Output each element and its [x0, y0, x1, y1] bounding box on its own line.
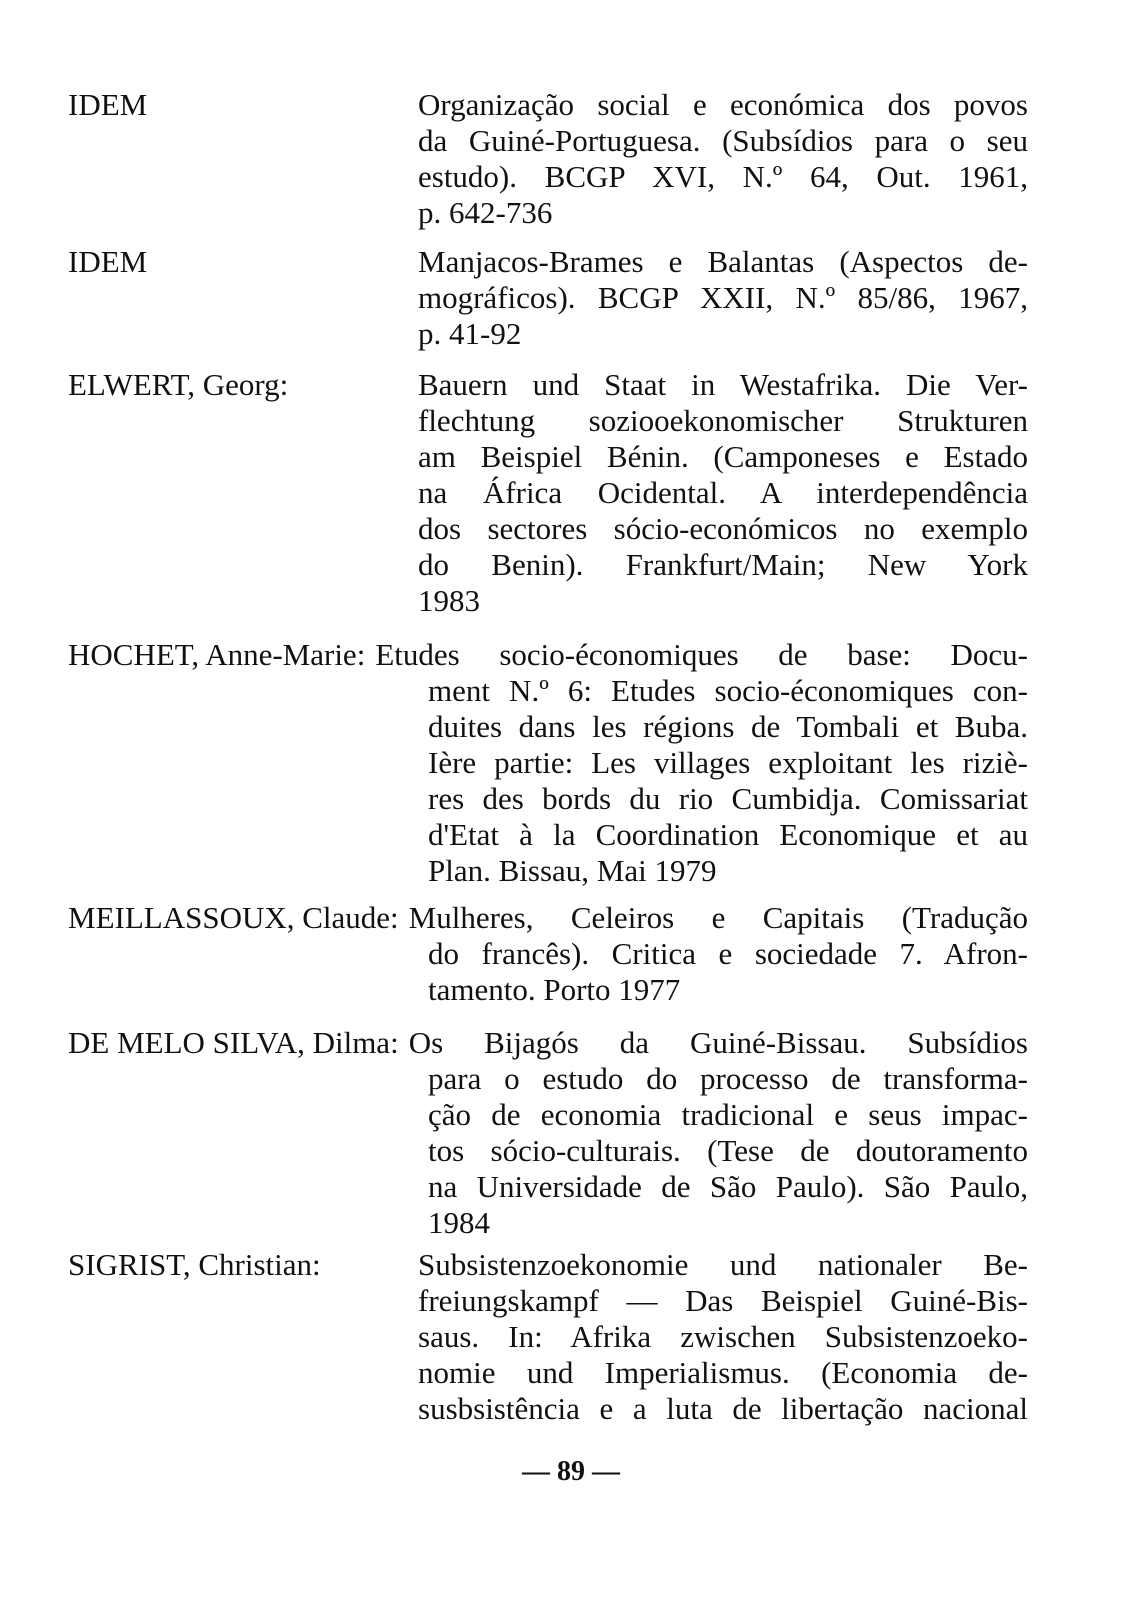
entry-text-line: Manjacos-Brames e Balantas (Aspectos de- [418, 244, 1028, 279]
author-indent [68, 817, 418, 853]
author-indent [68, 1133, 418, 1169]
entry-text-line: freiungskampf — Das Beispiel Guiné-Bis- [418, 1283, 1028, 1318]
entry-author: MEILLASSOUX, Claude: [68, 900, 399, 935]
bibliography-entry [68, 637, 1028, 889]
author-indent [68, 403, 418, 439]
entry-text-line: mográficos). BCGP XXII, N.º 85/86, 1967, [418, 280, 1028, 315]
entry-author: IDEM [68, 244, 148, 279]
bibliography-entry [68, 244, 1028, 352]
bibliography-entry [68, 87, 1028, 231]
author-indent [68, 123, 418, 159]
author-indent [68, 439, 418, 475]
entry-text-line: duites dans les régions de Tombali et Buba. [428, 709, 1028, 744]
entry-text-line: da Guiné-Portuguesa. (Subsídios para o seu [418, 123, 1028, 158]
author-indent [68, 745, 418, 781]
author-indent [68, 1319, 418, 1355]
entry-text-line: Bauern und Staat in Westafrika. Die Ver- [418, 367, 1028, 402]
entry-text-line: Os Bijagós da Guiné-Bissau. Subsídios [408, 1025, 1028, 1060]
author-indent [68, 583, 418, 619]
entry-text-line: Ière partie: Les villages exploitant les riziè- [428, 745, 1028, 780]
entry-text-line: na África Ocidental. A interdependência [418, 475, 1028, 510]
author-indent [68, 1391, 418, 1427]
author-indent [68, 316, 418, 352]
page-number: — 89 — [522, 1456, 620, 1487]
entry-text-line: ção de economia tradicional e seus impac- [428, 1097, 1028, 1132]
entry-text-line: flechtung soziooekonomischer Strukturen [418, 403, 1028, 438]
entry-text-line: para o estudo do processo de transforma- [428, 1061, 1028, 1096]
entry-text-line: p. 41-92 [418, 316, 522, 351]
author-indent [68, 936, 418, 972]
author-indent [68, 1097, 418, 1133]
entry-text-line: am Beispiel Bénin. (Camponeses e Estado [418, 439, 1028, 474]
entry-author: HOCHET, Anne-Marie: [68, 637, 366, 672]
author-indent [68, 781, 418, 817]
entry-author: IDEM [68, 87, 148, 122]
author-indent [68, 159, 418, 195]
entry-text-line: na Universidade de São Paulo). São Paulo, [428, 1169, 1028, 1204]
entry-text-line: Etudes socio-économiques de base: Docu- [375, 637, 1028, 672]
bibliography-entry [68, 1247, 1028, 1427]
author-indent [68, 853, 418, 889]
entry-text-line: do francês). Critica e sociedade 7. Afron- [428, 936, 1028, 971]
entry-text-line: dos sectores sócio-económicos no exemplo [418, 511, 1028, 546]
entry-text-line: nomie und Imperialismus. (Economia de- [418, 1355, 1028, 1390]
author-indent [68, 972, 418, 1008]
entry-text-line: estudo). BCGP XVI, N.º 64, Out. 1961, [418, 159, 1028, 194]
bibliography-entry [68, 1025, 1028, 1241]
entry-text-line: ment N.º 6: Etudes socio-économiques con- [428, 673, 1028, 708]
entry-text-line: 1983 [418, 583, 480, 618]
entry-text-line: saus. In: Afrika zwischen Subsistenzoeko- [418, 1319, 1028, 1354]
entry-text-line: 1984 [428, 1205, 490, 1240]
author-indent [68, 1061, 418, 1097]
entry-text-line: do Benin). Frankfurt/Main; New York [418, 547, 1028, 582]
entry-text-line: Mulheres, Celeiros e Capitais (Tradução [408, 900, 1028, 935]
author-indent [68, 475, 418, 511]
author-indent [68, 709, 418, 745]
author-indent [68, 1205, 418, 1241]
author-indent [68, 195, 418, 231]
entry-text-line: tos sócio-culturais. (Tese de doutoramento [428, 1133, 1028, 1168]
author-indent [68, 511, 418, 547]
author-indent [68, 1283, 418, 1319]
entry-text-line: Plan. Bissau, Mai 1979 [428, 853, 717, 888]
author-indent [68, 547, 418, 583]
entry-text-line: d'Etat à la Coordination Economique et au [428, 817, 1028, 852]
author-indent [68, 280, 418, 316]
entry-text-line: Organização social e económica dos povos [418, 87, 1028, 122]
author-indent [68, 1169, 418, 1205]
entry-text-line: tamento. Porto 1977 [428, 972, 681, 1007]
entry-text-line: p. 642-736 [418, 195, 553, 230]
entry-text-line: res des bords du rio Cumbidja. Comissariat [428, 781, 1028, 816]
author-indent [68, 673, 418, 709]
entry-author: SIGRIST, Christian: [68, 1247, 321, 1282]
entry-text-line: Subsistenzoekonomie und nationaler Be- [418, 1247, 1028, 1282]
author-indent [68, 1355, 418, 1391]
entry-author: ELWERT, Georg: [68, 367, 289, 402]
entry-author: DE MELO SILVA, Dilma: [68, 1025, 399, 1060]
bibliography-entry [68, 367, 1028, 619]
bibliography-entry [68, 900, 1028, 1008]
entry-text-line: susbsistência e a luta de libertação nacional [418, 1391, 1028, 1426]
